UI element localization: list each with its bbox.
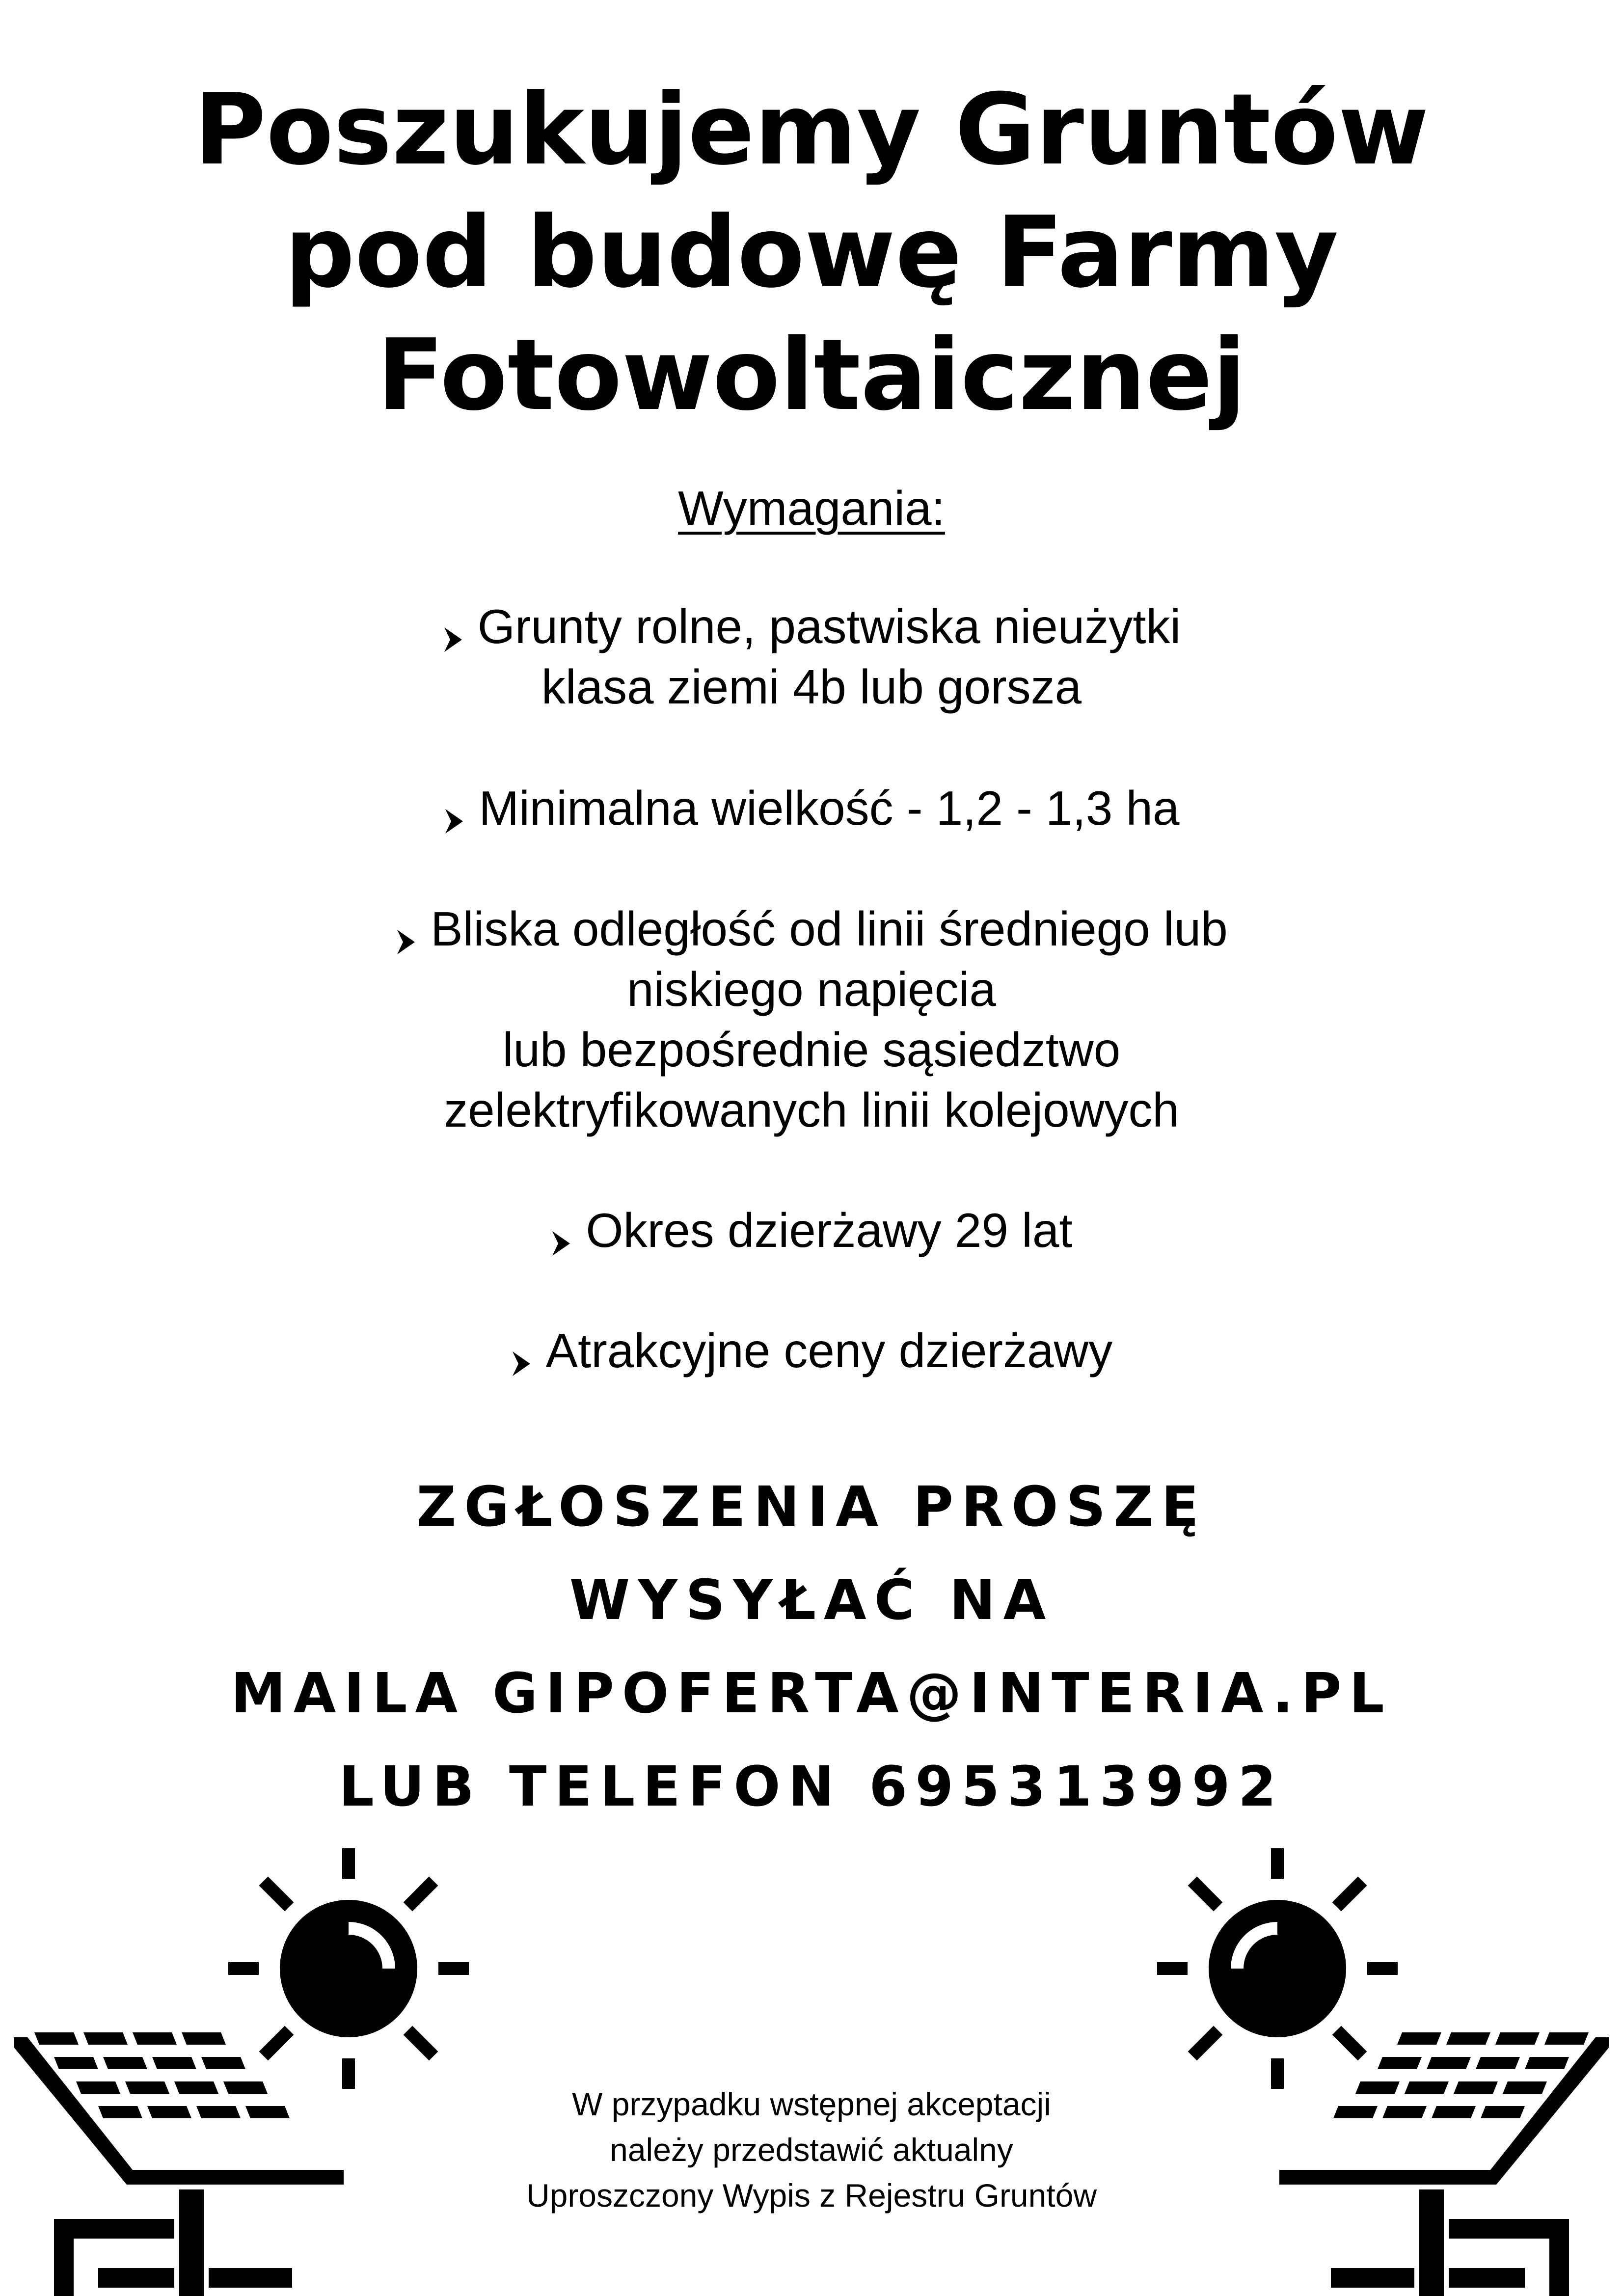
requirement-item <box>0 899 1623 1140</box>
contact-email: MAILA GIPOFERTA@INTERIA.PL <box>231 1662 1392 1726</box>
chevron-right-icon <box>550 1229 573 1258</box>
requirement-text: Bliska odległość od linii średniego lub <box>431 902 1228 956</box>
requirement-item <box>0 1321 1623 1381</box>
contact-line-1: ZGŁOSZENIA PROSZĘ <box>416 1475 1207 1539</box>
requirement-text: niskiego napięcia <box>627 962 996 1016</box>
requirement-text: zelektryfikowanych linii kolejowych <box>444 1083 1179 1137</box>
requirement-item <box>0 596 1623 717</box>
requirement-text: Atrakcyjne ceny dzierżawy <box>545 1324 1113 1378</box>
footnote <box>0 2081 1623 2218</box>
requirement-text: lub bezpośrednie sąsiedztwo <box>502 1023 1121 1077</box>
requirement-item <box>0 778 1623 838</box>
contact-line-2: WYSYŁAĆ NA <box>569 1568 1054 1632</box>
title-line-2: pod budowę Farmy <box>284 195 1339 310</box>
requirements-heading: Wymagania: <box>678 481 945 535</box>
requirement-text: Okres dzierżawy 29 lat <box>586 1203 1073 1257</box>
footnote-line-1: W przypadku wstępnej akceptacji <box>572 2086 1051 2122</box>
requirement-text: klasa ziemi 4b lub gorsza <box>541 660 1082 714</box>
contact-info <box>0 1460 1623 1834</box>
page-title <box>0 69 1623 437</box>
requirement-text: Minimalna wielkość - 1,2 - 1,3 ha <box>479 781 1180 835</box>
chevron-right-icon <box>511 1350 533 1378</box>
footnote-line-3: Uproszczony Wypis z Rejestru Gruntów <box>526 2177 1097 2214</box>
title-line-3: Fotowoltaicznej <box>377 318 1246 432</box>
title-line-1: Poszukujemy Gruntów <box>194 73 1429 187</box>
requirement-item <box>0 1200 1623 1261</box>
chevron-right-icon <box>443 807 466 836</box>
footnote-line-2: należy przedstawić aktualny <box>610 2132 1013 2168</box>
chevron-right-icon <box>442 625 465 654</box>
chevron-right-icon <box>395 928 418 956</box>
requirement-text: Grunty rolne, pastwiska nieużytki <box>477 599 1181 653</box>
contact-phone: LUB TELEFON 695313992 <box>339 1755 1284 1819</box>
